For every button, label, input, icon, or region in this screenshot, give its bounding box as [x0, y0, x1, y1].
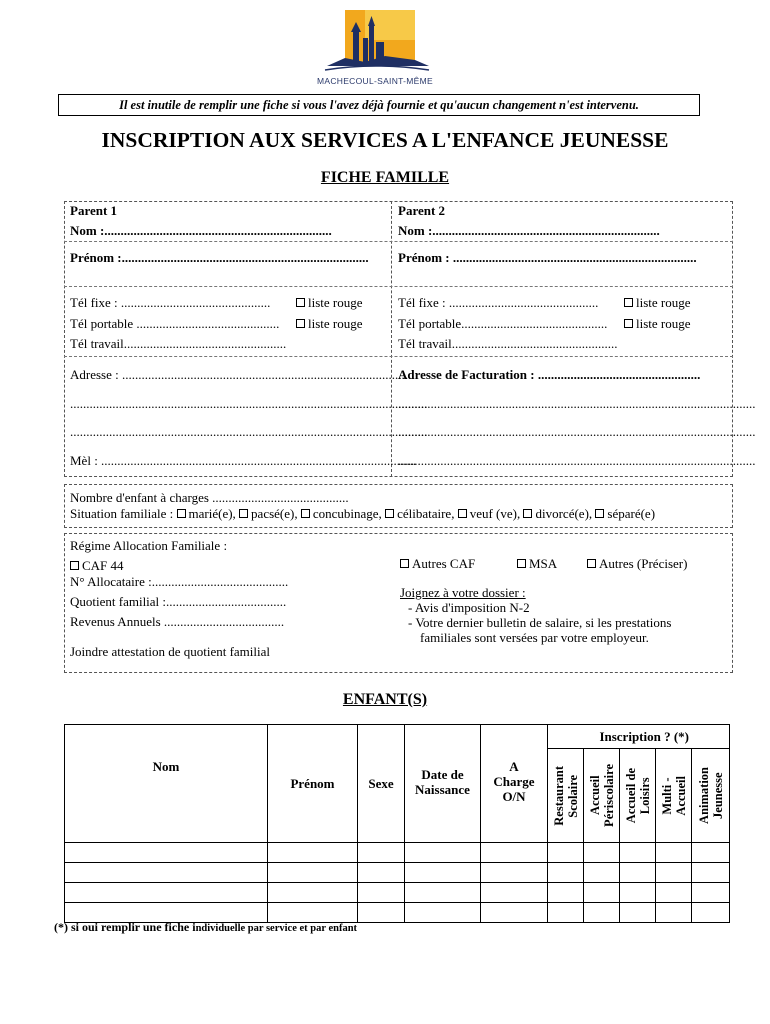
checkbox-icon[interactable]	[517, 559, 526, 568]
cell-date[interactable]	[405, 903, 481, 923]
situation-option[interactable]: divorcé(e),	[523, 506, 592, 521]
parent1-adresse-line[interactable]: ..............................................................................................................	[70, 424, 428, 439]
col-header-inscription: Inscription ? (*)	[548, 725, 730, 749]
cell-multi-accueil[interactable]	[656, 843, 692, 863]
cell-jeunesse[interactable]	[692, 883, 730, 903]
col-header-periscolaire: Accueil Périscolaire	[584, 749, 620, 843]
checkbox-icon[interactable]	[296, 298, 305, 307]
cell-charge[interactable]	[481, 843, 548, 863]
col-header-nom: Nom	[65, 725, 268, 843]
cell-date[interactable]	[405, 843, 481, 863]
parent1-nom-field[interactable]: Nom :......................................................................	[70, 223, 332, 238]
checkbox-icon[interactable]	[400, 559, 409, 568]
parent2-tel-portable-field[interactable]: Tél portable.............................................	[398, 316, 608, 331]
situation-option[interactable]: pacsé(e),	[239, 506, 298, 521]
nb-enfants-field[interactable]: Nombre d'enfant à charges ..........................................	[70, 490, 349, 505]
cell-charge[interactable]	[481, 883, 548, 903]
cell-restaurant[interactable]	[548, 863, 584, 883]
col-header-restaurant: Restaurant Scolaire	[548, 749, 584, 843]
situation-option[interactable]: séparé(e)	[595, 506, 655, 521]
checkbox-icon[interactable]	[624, 319, 633, 328]
parent1-adresse-field[interactable]: Adresse : ..........................................................................................	[70, 367, 415, 382]
cell-multi-accueil[interactable]	[656, 883, 692, 903]
autres-caf-option[interactable]: Autres CAF	[400, 556, 475, 572]
row-separator	[64, 286, 733, 287]
parent1-tel-fixe-field[interactable]: Tél fixe : ..............................................	[70, 295, 271, 310]
parent1-tel-portable-field[interactable]: Tél portable ............................................	[70, 316, 280, 331]
parent1-liste-rouge-fixe[interactable]: liste rouge	[296, 295, 363, 311]
cell-multi-accueil[interactable]	[656, 903, 692, 923]
cell-loisirs[interactable]	[620, 863, 656, 883]
joignez-item: - Avis d'imposition N-2	[408, 600, 530, 615]
enfants-table	[64, 724, 730, 923]
cell-charge[interactable]	[481, 863, 548, 883]
situation-option[interactable]: veuf (ve),	[458, 506, 521, 521]
form-subtitle: FICHE FAMILLE	[320, 169, 450, 186]
cell-periscolaire[interactable]	[584, 843, 620, 863]
cell-sexe[interactable]	[358, 883, 405, 903]
town-name: MACHECOUL-SAINT-MÊME	[316, 76, 434, 86]
col-header-jeunesse: Animation Jeunesse	[692, 749, 730, 843]
joindre-attestation: Joindre attestation de quotient familial	[70, 644, 271, 659]
cell-loisirs[interactable]	[620, 883, 656, 903]
parent2-adresse-line[interactable]: ..............................................................................................................	[398, 424, 756, 439]
msa-option[interactable]: MSA	[517, 556, 557, 572]
cell-periscolaire[interactable]	[584, 863, 620, 883]
parent2-adresse-facturation-field[interactable]: Adresse de Facturation : ..................................................	[398, 367, 701, 382]
checkbox-icon[interactable]	[624, 298, 633, 307]
parent2-liste-rouge-fixe[interactable]: liste rouge	[624, 295, 691, 311]
allocataire-field[interactable]: N° Allocataire :..........................................	[70, 574, 289, 589]
situation-option[interactable]: concubinage,	[301, 506, 382, 521]
cell-sexe[interactable]	[358, 903, 405, 923]
parent2-heading: Parent 2	[398, 203, 446, 218]
parent1-heading: Parent 1	[70, 203, 118, 218]
notice-banner: Il est inutile de remplir une fiche si vous l'avez déjà fournie et qu'aucun changement n'est intervenu.	[58, 94, 700, 116]
parent2-prenom-field[interactable]: Prénom : ...........................................................................	[398, 250, 697, 265]
col-header-multi-accueil: Multi - Accueil	[656, 749, 692, 843]
joignez-item: - Votre dernier bulletin de salaire, si les prestations	[408, 615, 672, 630]
col-header-charge: A Charge O/N	[481, 725, 548, 843]
enfants-heading: ENFANT(S)	[342, 691, 428, 708]
situation-option[interactable]: célibataire,	[385, 506, 454, 521]
joignez-heading: Joignez à votre dossier :	[400, 585, 526, 600]
cell-prenom[interactable]	[268, 843, 358, 863]
col-header-loisirs: Accueil de Loisirs	[620, 749, 656, 843]
parent2-nom-field[interactable]: Nom :......................................................................	[398, 223, 660, 238]
col-header-date: Date de Naissance	[405, 725, 481, 843]
cell-jeunesse[interactable]	[692, 903, 730, 923]
cell-date[interactable]	[405, 883, 481, 903]
page-title: INSCRIPTION AUX SERVICES A L'ENFANCE JEUNESSE	[101, 128, 669, 152]
joignez-item-cont: familiales sont versées par votre employeur.	[420, 630, 649, 645]
checkbox-icon[interactable]	[458, 509, 467, 518]
row-separator	[64, 356, 733, 357]
cell-date[interactable]	[405, 863, 481, 883]
checkbox-icon[interactable]	[296, 319, 305, 328]
checkbox-icon[interactable]	[595, 509, 604, 518]
checkbox-icon[interactable]	[301, 509, 310, 518]
row-separator	[64, 241, 733, 242]
table-row	[65, 883, 730, 903]
parent1-prenom-field[interactable]: Prénom :............................................................................	[70, 250, 369, 265]
table-row	[65, 863, 730, 883]
checkbox-icon[interactable]	[70, 561, 79, 570]
cell-nom[interactable]	[65, 863, 268, 883]
parent2-tel-fixe-field[interactable]: Tél fixe : ..............................................	[398, 295, 599, 310]
parent2-adresse-line[interactable]: ..............................................................................................................	[398, 453, 756, 468]
checkbox-icon[interactable]	[239, 509, 248, 518]
checkbox-icon[interactable]	[177, 509, 186, 518]
situation-option[interactable]: marié(e),	[177, 506, 236, 521]
cell-jeunesse[interactable]	[692, 863, 730, 883]
cell-sexe[interactable]	[358, 863, 405, 883]
situation-label: Situation familiale :	[70, 506, 174, 521]
cell-periscolaire[interactable]	[584, 903, 620, 923]
quotient-field[interactable]: Quotient familial :.....................................	[70, 594, 287, 609]
cell-loisirs[interactable]	[620, 843, 656, 863]
cell-restaurant[interactable]	[548, 883, 584, 903]
cell-multi-accueil[interactable]	[656, 863, 692, 883]
caf44-option[interactable]: CAF 44	[70, 558, 124, 574]
checkbox-icon[interactable]	[587, 559, 596, 568]
parent1-adresse-line[interactable]: ..............................................................................................................	[70, 396, 428, 411]
cell-sexe[interactable]	[358, 843, 405, 863]
cell-restaurant[interactable]	[548, 903, 584, 923]
cell-periscolaire[interactable]	[584, 883, 620, 903]
cell-prenom[interactable]	[268, 863, 358, 883]
table-row	[65, 843, 730, 863]
regime-label: Régime Allocation Familiale :	[70, 538, 228, 553]
cell-charge[interactable]	[481, 903, 548, 923]
footnote: (*) si oui remplir une fiche individuelle par service et par enfant	[54, 920, 358, 934]
situation-familiale	[70, 506, 655, 522]
autres-preciser-option[interactable]: Autres (Préciser)	[587, 556, 687, 572]
cell-loisirs[interactable]	[620, 903, 656, 923]
parent2-liste-rouge-portable[interactable]: liste rouge	[624, 316, 691, 332]
parent2-tel-travail-field[interactable]: Tél travail...................................................	[398, 336, 618, 351]
parent2-adresse-line[interactable]: ..............................................................................................................	[398, 396, 756, 411]
cell-nom[interactable]	[65, 843, 268, 863]
parent1-liste-rouge-portable[interactable]: liste rouge	[296, 316, 363, 332]
revenus-field[interactable]: Revenus Annuels .....................................	[70, 614, 285, 629]
checkbox-icon[interactable]	[385, 509, 394, 518]
cell-restaurant[interactable]	[548, 843, 584, 863]
parent1-tel-travail-field[interactable]: Tél travail..................................................	[70, 336, 287, 351]
cell-prenom[interactable]	[268, 883, 358, 903]
cell-nom[interactable]	[65, 883, 268, 903]
col-header-prenom: Prénom	[268, 725, 358, 843]
checkbox-icon[interactable]	[523, 509, 532, 518]
cell-jeunesse[interactable]	[692, 843, 730, 863]
col-header-sexe: Sexe	[358, 725, 405, 843]
parent1-mel-field[interactable]: Mèl : .................................................................................................	[70, 453, 417, 468]
